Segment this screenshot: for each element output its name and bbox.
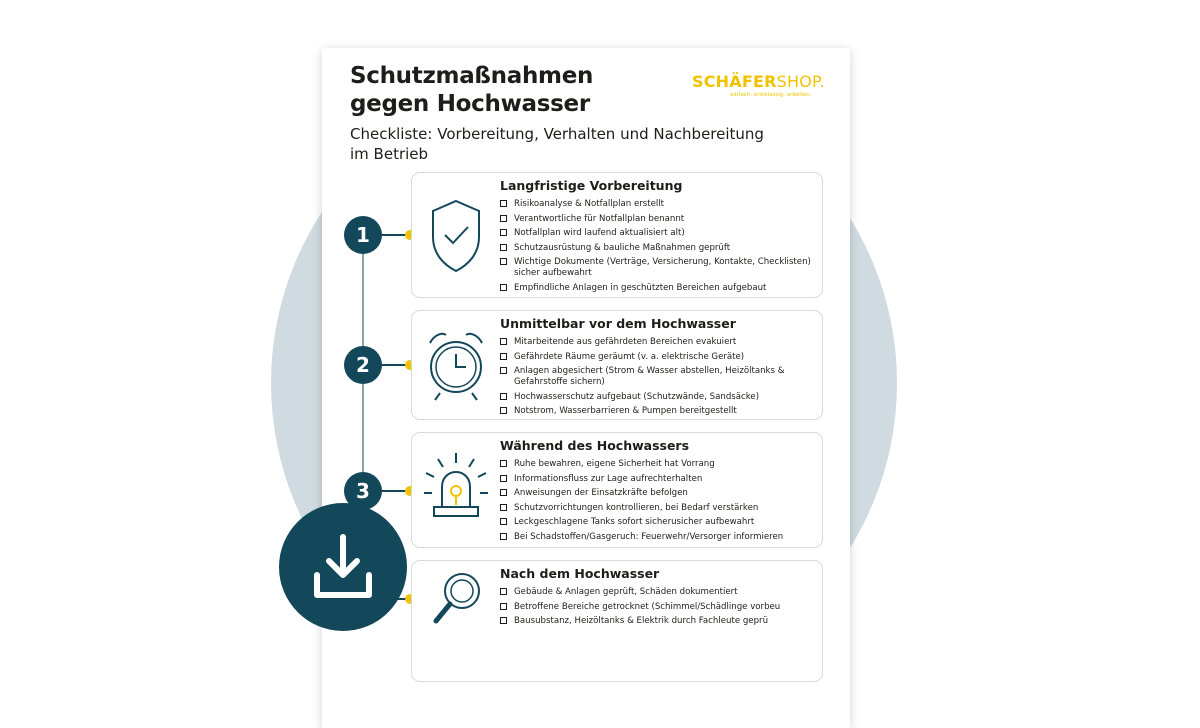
checklist-item: Ruhe bewahren, eigene Sicherheit hat Vorrang — [500, 459, 816, 470]
shield-check-icon — [416, 191, 496, 281]
document-subtitle: Checkliste: Vorbereitung, Verhalten und Nachbereitung im Betrieb — [350, 125, 764, 163]
section-heading: Während des Hochwassers — [500, 438, 690, 453]
checkbox[interactable] — [500, 284, 507, 291]
checklist-item: Schutzausrüstung & bauliche Maßnahmen geprüft — [500, 243, 816, 254]
checkbox[interactable] — [500, 588, 507, 595]
checklist-item: Bei Schadstoffen/Gasgeruch: Feuerwehr/Versorger informieren — [500, 532, 816, 543]
checklist-item: Verantwortliche für Notfallplan benannt — [500, 214, 816, 225]
checkbox[interactable] — [500, 367, 507, 374]
magnifier-icon — [416, 563, 496, 653]
document-title: Schutzmaßnahmen gegen Hochwasser — [350, 63, 594, 117]
checkbox[interactable] — [500, 393, 507, 400]
checkbox[interactable] — [500, 258, 507, 265]
step-number-2: 2 — [344, 346, 382, 384]
step-number-3: 3 — [344, 472, 382, 510]
section-heading: Unmittelbar vor dem Hochwasser — [500, 316, 736, 331]
checkbox[interactable] — [500, 215, 507, 222]
download-icon — [307, 531, 379, 603]
checkbox[interactable] — [500, 200, 507, 207]
checklist-item: Mitarbeitende aus gefährdeten Bereichen evakuiert — [500, 337, 816, 348]
checkbox[interactable] — [500, 229, 507, 236]
checklist-item: Hochwasserschutz aufgebaut (Schutzwände, Sandsäcke) — [500, 392, 816, 403]
checklist-item: Betroffene Bereiche getrocknet (Schimmel/Schädlinge vorbeu — [500, 602, 816, 613]
checkbox[interactable] — [500, 244, 507, 251]
schaefer-shop-logo: SCHÄFERSHOP. einfach. erstklassig. arbeiten. — [692, 72, 825, 98]
checklist-item: Empfindliche Anlagen in geschützten Bereichen aufgebaut — [500, 283, 816, 294]
checklist-item: Leckgeschlagene Tanks sofort sicherusicher aufbewahrt — [500, 517, 816, 528]
checkbox[interactable] — [500, 533, 507, 540]
checklist-item: Informationsfluss zur Lage aufrechterhalten — [500, 474, 816, 485]
step-number-1: 1 — [344, 216, 382, 254]
section-heading: Nach dem Hochwasser — [500, 566, 660, 581]
checkbox[interactable] — [500, 518, 507, 525]
checklist-item: Notfallplan wird laufend aktualisiert alt) — [500, 228, 816, 239]
section-heading: Langfristige Vorbereitung — [500, 178, 683, 193]
checklist-item: Anlagen abgesichert (Strom & Wasser abstellen, Heizöltanks & Gefahrstoffe sichern) — [500, 366, 816, 388]
section-card-4 — [411, 560, 823, 682]
checkbox[interactable] — [500, 489, 507, 496]
checklist-item: Gebäude & Anlagen geprüft, Schäden dokumentiert — [500, 587, 816, 598]
checklist-item: Bausubstanz, Heizöltanks & Elektrik durch Fachleute geprü — [500, 616, 816, 627]
section-card-1 — [411, 172, 823, 298]
checkbox[interactable] — [500, 338, 507, 345]
checkbox[interactable] — [500, 353, 507, 360]
section-card-3 — [411, 432, 823, 548]
checkbox[interactable] — [500, 475, 507, 482]
checklist-item: Schutzvorrichtungen kontrollieren, bei Bedarf verstärken — [500, 503, 816, 514]
alarm-clock-icon — [416, 321, 496, 411]
section-card-2 — [411, 310, 823, 420]
download-button[interactable] — [279, 503, 407, 631]
checkbox[interactable] — [500, 617, 507, 624]
checklist-item: Wichtige Dokumente (Verträge, Versicherung, Kontakte, Checklisten) sicher aufbewahrt — [500, 257, 816, 279]
checklist-item: Risikoanalyse & Notfallplan erstellt — [500, 199, 816, 210]
checklist-item: Notstrom, Wasserbarrieren & Pumpen bereitgestellt — [500, 406, 816, 417]
siren-light-icon — [416, 445, 496, 535]
checkbox[interactable] — [500, 603, 507, 610]
checklist-item: Anweisungen der Einsatzkräfte befolgen — [500, 488, 816, 499]
checkbox[interactable] — [500, 407, 507, 414]
checklist-item: Gefährdete Räume geräumt (v. a. elektrische Geräte) — [500, 352, 816, 363]
checkbox[interactable] — [500, 460, 507, 467]
checkbox[interactable] — [500, 504, 507, 511]
checklist-document — [322, 48, 850, 728]
